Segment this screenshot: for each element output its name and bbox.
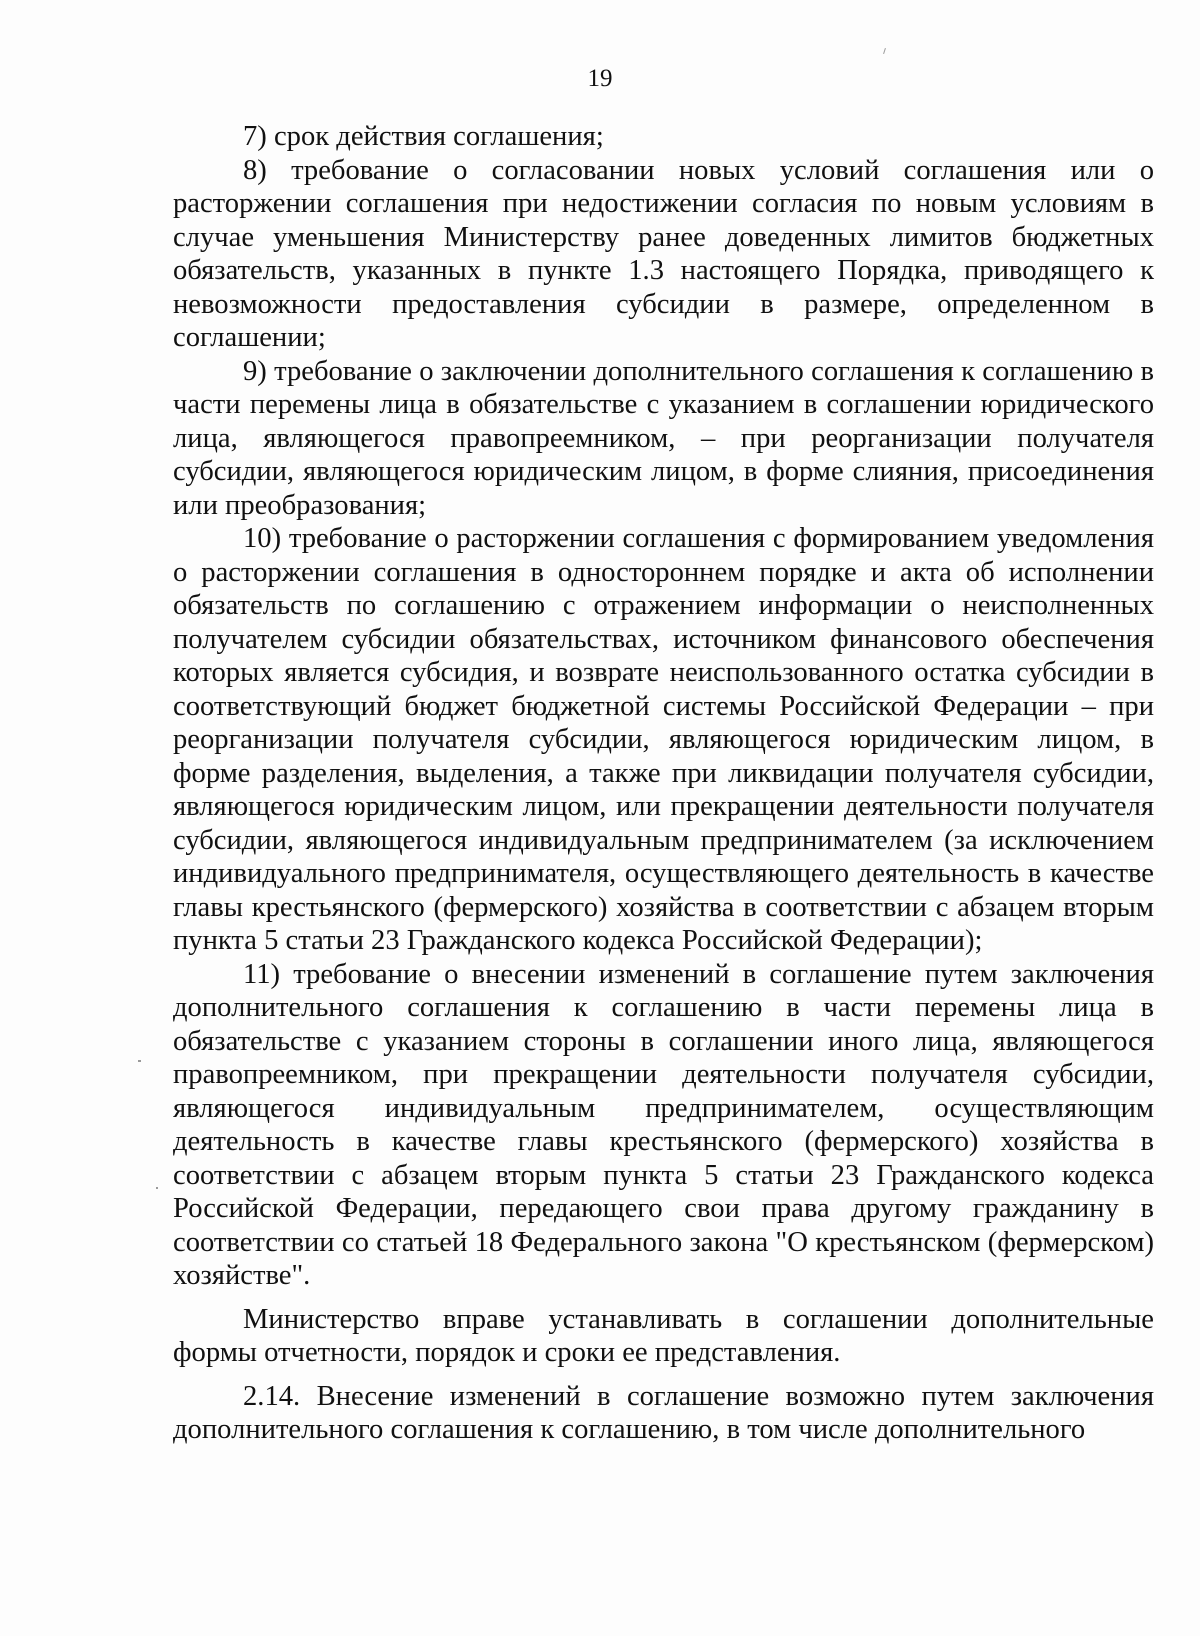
scan-artifact [138, 1060, 141, 1062]
paragraph-item-8: 8) требование о согласовании новых условий соглашения или о расторжении соглашения при недостижении согласия по новым условиям в случае уменьшения Министерству ранее доведенных лимитов бюджетных обязательств, указанных в пункте 1.3 настоящего Порядка, приводящего к невозможности предоставления субсидии в размере, определенном в соглашении; [173, 154, 1154, 353]
page-number: 19 [587, 65, 613, 92]
paragraph-item-10: 10) требование о расторжении соглашения с формированием уведомления о расторжении соглашения в одностороннем порядке и акта об исполнении обязательств по соглашению с отражением информации о неисполненных получателем субсидии обязательствах, источником финансового обеспечения которых является субсидия, и возврате неиспользованного остатка субсидии в соответствующий бюджет бюджетной системы Российской Федерации – при реорганизации получателя субсидии, являющегося юридическим лицом, в форме разделения, выделения, а также при ликвидации получателя субсидии, являющегося юридическим лицом, или прекращении деятельности получателя субсидии, являющегося индивидуальным предпринимателем (за исключением индивидуального предпринимателя, осуществляющего деятельность в качестве главы крестьянского (фермерского) хозяйства в соответствии с абзацем вторым пункта 5 статьи 23 Гражданского кодекса Российской Федерации); [173, 523, 1154, 956]
paragraph-item-11: 11) требование о внесении изменений в соглашение путем заключения дополнительного соглашения к соглашению в части перемены лица в обязательстве с указанием стороны в соглашении иного лица, являющегося правопреемником, при прекращении деятельности получателя субсидии, являющегося индивидуальным предпринимателем, осуществляющим деятельность в качестве главы крестьянского (фермерского) хозяйства в соответствии с абзацем вторым пункта 5 статьи 23 Гражданского кодекса Российской Федерации, передающего свои права другому гражданину в соответствии со статьей 18 Федерального закона "О крестьянском (фермерском) хозяйстве". [173, 958, 1154, 1291]
paragraph-item-9: 9) требование о заключении дополнительного соглашения к соглашению в части перемены лица в обязательстве с указанием в соглашении юридического лица, являющегося правопреемником, – при реорганизации получателя субсидии, являющегося юридическим лицом, в форме слияния, присоединения или преобразования; [173, 355, 1154, 521]
scan-artifact [156, 1187, 158, 1189]
document-body [173, 120, 1154, 1447]
paragraph-2-14: 2.14. Внесение изменений в соглашение возможно путем заключения дополнительного соглашения к соглашению, в том числе дополнительного [173, 1380, 1154, 1445]
paragraph-item-7: 7) срок действия соглашения; [243, 121, 604, 152]
scan-artifact [883, 48, 886, 54]
paragraph-reporting: Министерство вправе устанавливать в соглашении дополнительные формы отчетности, порядок и сроки ее представления. [173, 1303, 1154, 1368]
